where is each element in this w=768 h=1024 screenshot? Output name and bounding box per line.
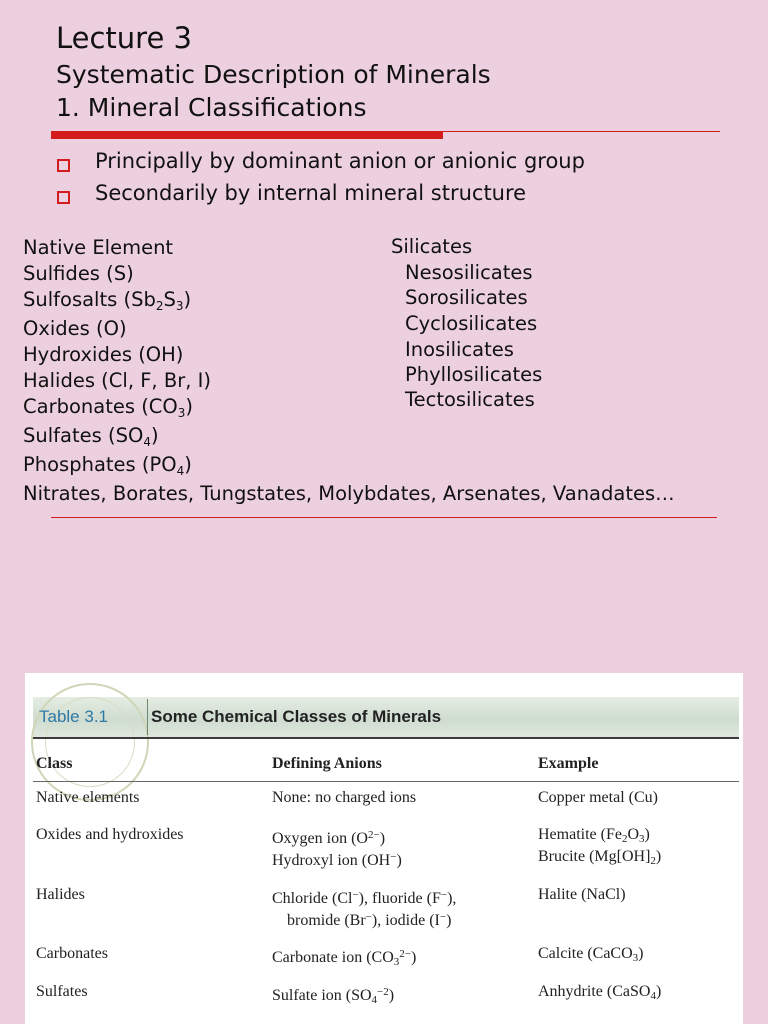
class-sulfates: Sulfates $(SO_4)$	[23, 424, 159, 449]
slide-title: Lecture 3	[56, 21, 192, 55]
table-cell-anion: Carbonate ion $(CO_3^{2-})$	[272, 948, 417, 968]
table-cell-example: Hematite $(Fe_2O_3)$	[538, 826, 650, 845]
class-carbonates: Carbonates $(CO_3)$	[23, 395, 194, 420]
square-bullet-icon	[57, 191, 70, 204]
table-cell-anion: None: no charged ions	[272, 789, 417, 806]
silicate-subclass: Phyllosilicates	[405, 363, 543, 386]
table-header-example: Example	[538, 755, 599, 772]
bullet-text: Principally by dominant anion or anionic group	[95, 149, 585, 173]
table-top-rule	[33, 737, 739, 739]
slide-subtitle: Systematic Description of Minerals	[56, 60, 491, 89]
class-sulfides: Sulfides (S)	[23, 262, 134, 285]
table-cell-class: Native elements	[36, 789, 140, 806]
table-image	[25, 673, 743, 1024]
class-sulfosalts: Sulfosalts $(Sb_2S_3)$	[23, 288, 192, 313]
square-bullet-icon	[57, 159, 70, 172]
table-title-separator	[147, 699, 148, 735]
table-cell-example: Halite (NaCl)	[538, 886, 626, 903]
table-cell-anion: Sulfate ion $(SO_4^{-2})$	[272, 986, 395, 1006]
bullet-text: Secondarily by internal mineral structure	[95, 181, 527, 205]
class-hydroxides: Hydroxides (OH)	[23, 343, 184, 366]
table-header-rule	[33, 781, 739, 782]
table-cell-class: Sulfates	[36, 983, 88, 1000]
silicates-heading: Silicates	[391, 235, 473, 258]
class-native-element: Native Element	[23, 236, 174, 259]
silicate-subclass: Inosilicates	[405, 338, 514, 361]
table-title: Some Chemical Classes of Minerals	[151, 707, 442, 726]
table-cell-example: Copper metal (Cu)	[538, 789, 658, 806]
class-others: Nitrates, Borates, Tungstates, Molybdates, Arsenates, Vanadates…	[23, 482, 675, 505]
table-cell-example: Calcite (CaCO$_3$)	[538, 945, 644, 964]
table-cell-anion: Chloride (Cl−), fluoride (F−),	[272, 889, 457, 907]
table-label: Table 3.1	[39, 707, 108, 726]
table-cell-example: Brucite $(Mg[OH]_2)$	[538, 848, 662, 867]
table-cell-anion: Hydroxyl ion (OH−)	[272, 851, 402, 869]
silicate-subclass: Nesosilicates	[405, 261, 533, 284]
slide-section-title: 1. Mineral Classifications	[56, 93, 367, 122]
table-header-class: Class	[36, 755, 73, 772]
silicate-subclass: Tectosilicates	[405, 388, 535, 411]
table-cell-anion: bromide (Br−), iodide (I−)	[287, 911, 452, 929]
table-header-anions: Defining Anions	[272, 755, 382, 772]
class-oxides: Oxides (O)	[23, 317, 127, 340]
table-cell-example: Anhydrite (CaSO$_4$)	[538, 983, 662, 1002]
class-halides: Halides (Cl, F, Br, I)	[23, 369, 211, 392]
table-cell-anion: Oxygen ion $(O^{2-})$	[272, 829, 386, 847]
section-divider	[51, 517, 717, 518]
silicate-subclass: Cyclosilicates	[405, 312, 538, 335]
table-cell-class: Carbonates	[36, 945, 108, 962]
silicate-subclass: Sorosilicates	[405, 286, 528, 309]
class-phosphates: Phosphates $(PO_4)$	[23, 453, 192, 478]
title-underline-thin	[443, 131, 720, 132]
table-cell-class: Halides	[36, 886, 85, 903]
table-cell-class: Oxides and hydroxides	[36, 826, 184, 843]
title-underline-thick	[51, 131, 443, 139]
